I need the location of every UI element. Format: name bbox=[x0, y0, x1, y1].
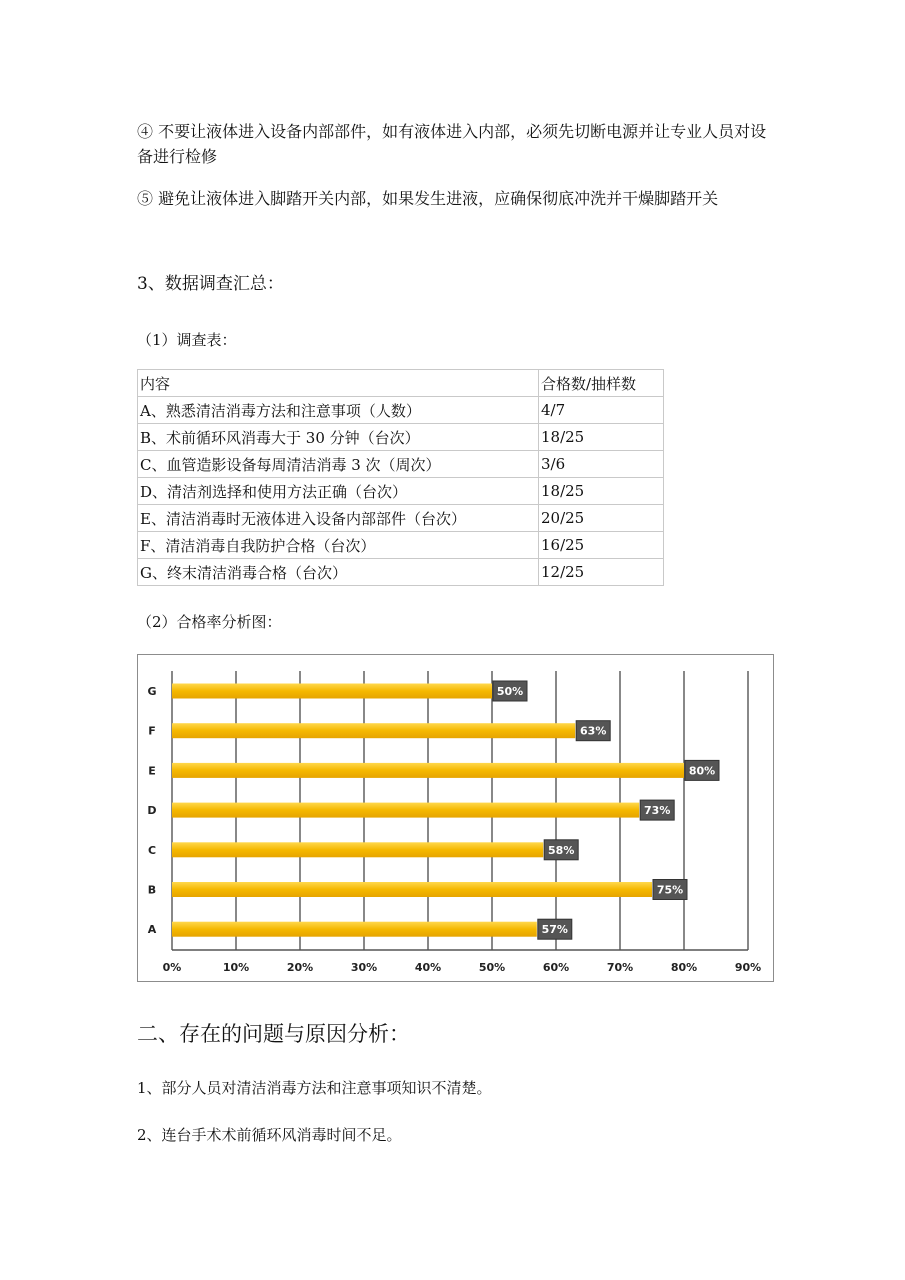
data-label: 73% bbox=[644, 804, 671, 818]
table-cell-ratio: 16/25 bbox=[539, 532, 664, 559]
chart-caption: （2）合格率分析图： bbox=[137, 613, 282, 631]
y-category-label: F bbox=[148, 724, 156, 738]
table-row bbox=[138, 424, 664, 451]
bar bbox=[172, 922, 537, 937]
table-row bbox=[138, 532, 664, 559]
data-label: 75% bbox=[656, 883, 684, 897]
problem-item-2: 2、连台手术术前循环风消毒时间不足。 bbox=[137, 1126, 402, 1144]
table-cell-ratio: 3/6 bbox=[539, 451, 664, 478]
x-tick-label: 80% bbox=[670, 961, 698, 974]
table-cell-ratio: 18/25 bbox=[539, 478, 664, 505]
x-tick-label: 50% bbox=[478, 961, 506, 974]
table-cell-content: F、清洁消毒自我防护合格（台次） bbox=[138, 532, 539, 559]
x-tick-label: 10% bbox=[222, 961, 250, 974]
table-header-row bbox=[138, 370, 664, 397]
y-category-label: E bbox=[148, 764, 156, 778]
table-caption: （1）调查表： bbox=[137, 331, 237, 349]
bar bbox=[172, 723, 575, 738]
table-cell-content: G、终末清洁消毒合格（台次） bbox=[138, 559, 539, 586]
y-category-label: A bbox=[147, 923, 157, 937]
table-cell-ratio: 20/25 bbox=[539, 505, 664, 532]
x-tick-label: 60% bbox=[542, 961, 570, 974]
table-cell-ratio: 18/25 bbox=[539, 424, 664, 451]
table-row bbox=[138, 451, 664, 478]
x-tick-label: 40% bbox=[414, 961, 442, 974]
problem-item-1: 1、部分人员对清洁消毒方法和注意事项知识不清楚。 bbox=[137, 1079, 492, 1097]
x-tick-label: 30% bbox=[350, 961, 378, 974]
y-category-label: C bbox=[147, 843, 157, 857]
table-row bbox=[138, 478, 664, 505]
table-row bbox=[138, 397, 664, 424]
paragraph-item-4: ④ 不要让液体进入设备内部部件，如有液体进入内部，必须先切断电源并让专业人员对设备进行检修 bbox=[137, 122, 767, 166]
table-cell-content: D、清洁剂选择和使用方法正确（台次） bbox=[138, 478, 539, 505]
pass-rate-chart-svg bbox=[138, 655, 773, 981]
data-label: 58% bbox=[548, 843, 575, 857]
table-header-ratio: 合格数/抽样数 bbox=[539, 370, 664, 397]
table-cell-content: A、熟悉清洁消毒方法和注意事项（人数） bbox=[138, 397, 539, 424]
bar bbox=[172, 803, 639, 818]
x-tick-label: 70% bbox=[606, 961, 634, 974]
table-cell-content: E、清洁消毒时无液体进入设备内部部件（台次） bbox=[138, 505, 539, 532]
table-row bbox=[138, 505, 664, 532]
table-cell-ratio: 12/25 bbox=[539, 559, 664, 586]
section-heading-problems: 二、存在的问题与原因分析： bbox=[137, 1022, 410, 1046]
table-cell-content: C、血管造影设备每周清洁消毒 3 次（周次） bbox=[138, 451, 539, 478]
data-label: 80% bbox=[688, 764, 716, 778]
data-label: 57% bbox=[541, 923, 568, 937]
y-category-label: G bbox=[147, 685, 157, 698]
survey-table bbox=[137, 369, 664, 586]
y-category-label: D bbox=[147, 804, 157, 818]
bar bbox=[172, 842, 543, 857]
bar bbox=[172, 684, 492, 699]
y-category-label: B bbox=[147, 883, 157, 897]
table-cell-content: B、术前循环风消毒大于 30 分钟（台次） bbox=[138, 424, 539, 451]
bar bbox=[172, 882, 652, 897]
table-cell-ratio: 4/7 bbox=[539, 397, 664, 424]
bar bbox=[172, 763, 684, 778]
x-tick-label: 20% bbox=[286, 961, 314, 974]
table-header-content: 内容 bbox=[138, 370, 539, 397]
section-heading-data-summary: 3、数据调查汇总： bbox=[137, 274, 284, 294]
pass-rate-chart bbox=[137, 654, 774, 982]
paragraph-item-5: ⑤ 避免让液体进入脚踏开关内部，如果发生进液，应确保彻底冲洗并干燥脚踏开关 bbox=[137, 189, 719, 208]
x-tick-label: 90% bbox=[734, 961, 762, 974]
table-row bbox=[138, 559, 664, 586]
x-tick-label: 0% bbox=[162, 961, 182, 974]
data-label: 63% bbox=[580, 724, 607, 738]
data-label: 50% bbox=[496, 685, 524, 698]
